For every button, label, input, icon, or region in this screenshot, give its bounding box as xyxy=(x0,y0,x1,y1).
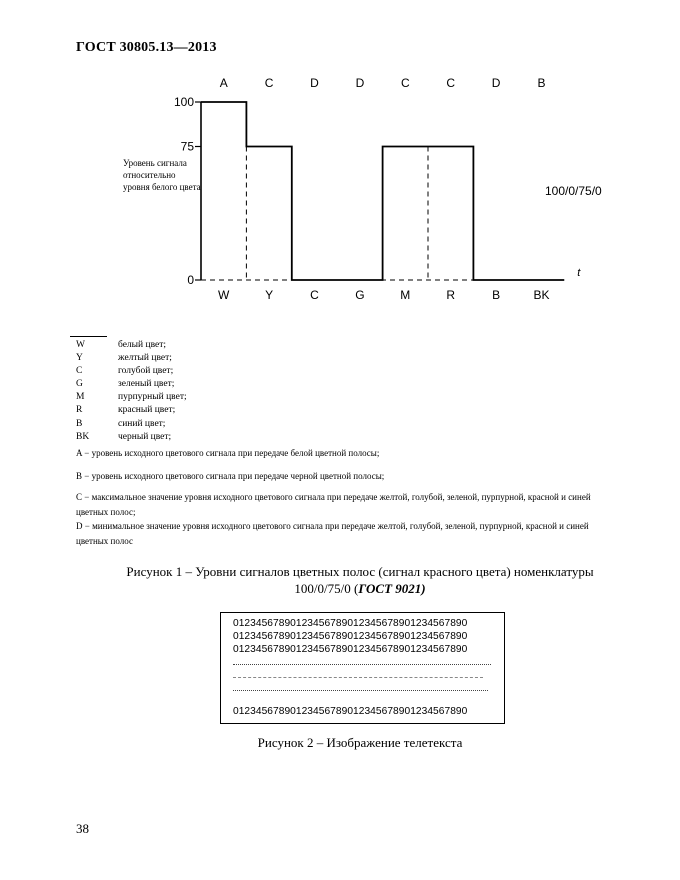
legend-text: синий цвет; xyxy=(118,418,166,429)
legend-item xyxy=(76,391,187,404)
y-tick-label: 100 xyxy=(173,95,194,109)
legend-divider xyxy=(70,336,107,337)
legend-code: M xyxy=(76,392,85,403)
legend-text: черный цвет; xyxy=(118,431,172,442)
top-label: D xyxy=(491,76,501,90)
legend-text: голубой цвет; xyxy=(118,366,174,377)
teletext-dots-2 xyxy=(233,677,483,678)
legend-code: R xyxy=(76,405,83,416)
legend-item xyxy=(76,404,187,417)
top-label: C xyxy=(264,76,274,90)
figure1-caption-line2 xyxy=(60,580,660,597)
bottom-label: Y xyxy=(265,288,274,302)
legend-text: белый цвет; xyxy=(118,340,167,350)
legend-text: красный цвет; xyxy=(118,405,176,416)
bottom-color-labels xyxy=(218,288,549,302)
legend-item xyxy=(76,431,187,444)
page-number: 38 xyxy=(76,821,89,836)
top-level-labels xyxy=(220,76,546,90)
legend-item xyxy=(76,365,187,378)
signal-line xyxy=(201,102,564,280)
bottom-label: BK xyxy=(533,288,550,302)
teletext-line-last: 01234567890123456789012345678901234567890 xyxy=(233,706,468,717)
figure1-caption-ref: ГОСТ 9021) xyxy=(358,581,426,596)
figure1-caption-cont: 100/0/75/0 ( xyxy=(294,581,359,596)
note-c: C − максимальное значение уровня исходного цветового сигнала при передаче желтой, голубой, зеленой, пурпурной, красной и синей цветных полос; xyxy=(76,492,591,517)
nomenclature-label: 100/0/75/0 xyxy=(545,184,602,198)
legend-text: зеленый цвет; xyxy=(118,379,175,390)
teletext-line-3: 01234567890123456789012345678901234567890 xyxy=(233,644,468,655)
legend-code: W xyxy=(76,340,85,350)
color-legend xyxy=(76,339,187,444)
top-label: D xyxy=(310,76,319,90)
teletext-dots-3 xyxy=(233,690,488,691)
bottom-label: G xyxy=(355,288,365,302)
y-tick-label: 75 xyxy=(180,139,194,154)
bottom-label: C xyxy=(310,288,319,302)
note-d: D − минимальное значение уровня исходного цветового сигнала при передаче желтой, голубой, зеленой, пурпурной, красной и синей цветных полос xyxy=(76,521,589,546)
x-axis-label: t xyxy=(577,267,581,279)
legend-code: Y xyxy=(76,353,83,364)
legend-code: G xyxy=(76,379,83,390)
bottom-label: B xyxy=(492,288,501,302)
top-label: D xyxy=(355,76,365,90)
signal-waveform xyxy=(201,102,564,280)
bottom-label: R xyxy=(446,288,456,302)
legend-code: C xyxy=(76,366,83,377)
figure1-caption-line1: Рисунок 1 – Уровни сигналов цветных полос (сигнал красного цвета) номенклатуры xyxy=(126,564,594,579)
legend-code: B xyxy=(76,418,83,429)
top-label: A xyxy=(219,76,228,90)
document-header: ГОСТ 30805.13—2013 xyxy=(76,40,217,55)
legend-code: BK xyxy=(76,431,90,442)
note-a: A − уровень исходного цветового сигнала при передаче белой цветной полосы; xyxy=(76,448,380,458)
bottom-label: M xyxy=(400,288,411,302)
legend-item xyxy=(76,352,187,365)
signal-level-chart xyxy=(0,0,680,320)
legend-text: желтый цвет; xyxy=(118,353,172,364)
legend-item xyxy=(76,339,187,352)
top-label: B xyxy=(537,76,546,90)
teletext-line-2: 01234567890123456789012345678901234567890 xyxy=(233,631,468,642)
note-b: B − уровень исходного цветового сигнала при передаче черной цветной полосы; xyxy=(76,471,385,481)
teletext-line-1: 01234567890123456789012345678901234567890 xyxy=(233,618,468,629)
teletext-dots-1 xyxy=(233,664,491,665)
bottom-label: W xyxy=(218,288,230,302)
legend-item xyxy=(76,378,187,391)
y-tick-label: 0 xyxy=(187,273,194,287)
teletext-figure xyxy=(220,612,505,724)
figure1-caption xyxy=(60,563,660,597)
legend-item xyxy=(76,418,187,431)
y-axis-label: Уровень сигнала относительно уровня белого цвета xyxy=(123,158,201,192)
top-label: C xyxy=(446,76,456,90)
figure2-caption: Рисунок 2 – Изображение телетекста xyxy=(257,735,463,750)
top-label: C xyxy=(400,76,410,90)
legend-text: пурпурный цвет; xyxy=(118,392,187,403)
